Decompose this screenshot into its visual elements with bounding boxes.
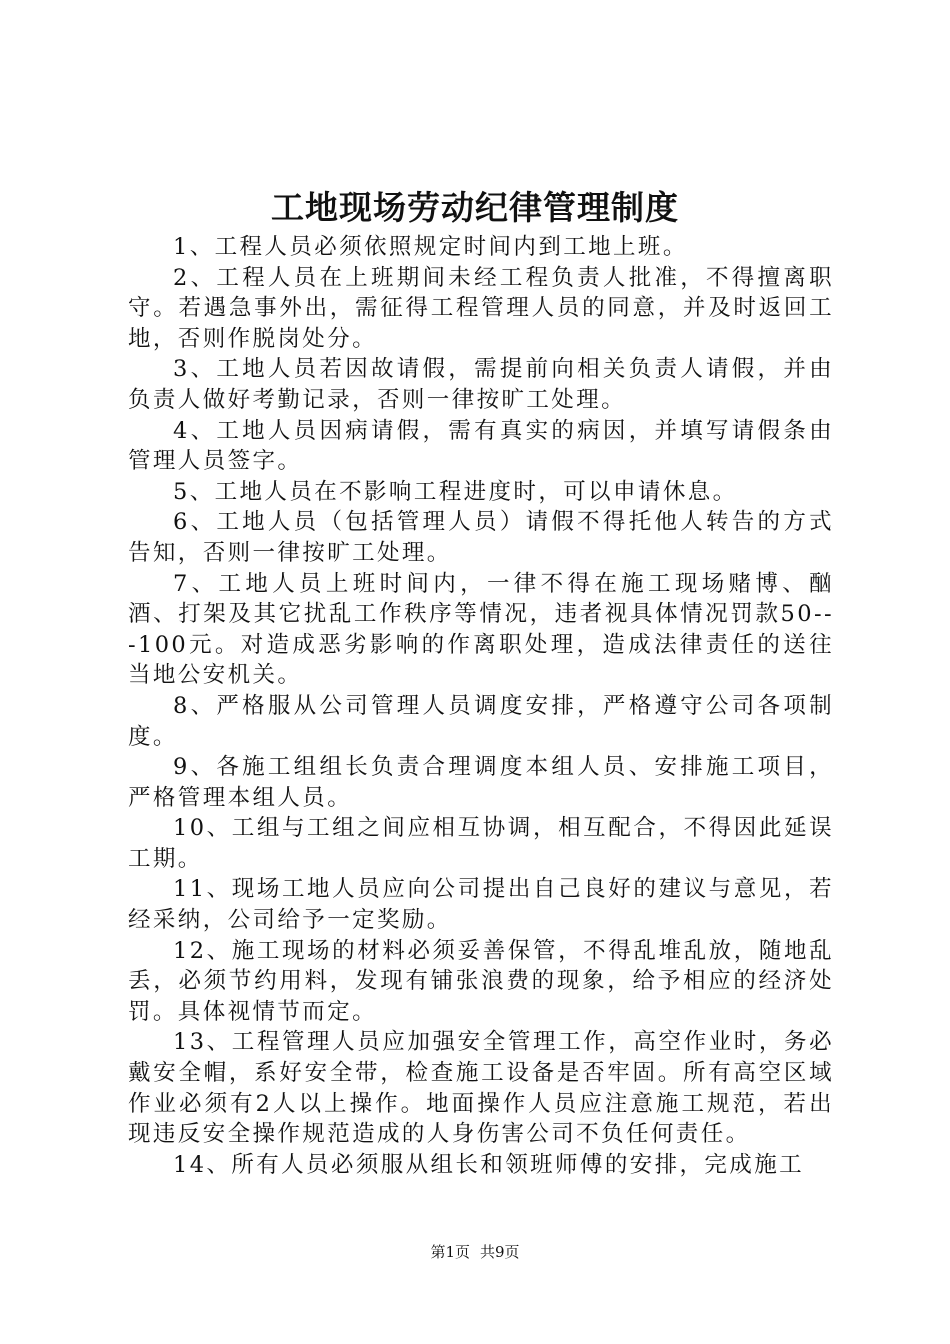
rule-paragraph-9: 9、各施工组组长负责合理调度本组人员、安排施工项目，严格管理本组人员。: [128, 754, 834, 811]
document-title: 工地现场劳动纪律管理制度: [271, 188, 679, 227]
rule-paragraph-12: 12、施工现场的材料必须妥善保管，不得乱堆乱放，随地乱丢，必须节约用料，发现有铺张浪费的现象，给予相应的经济处罚。具体视情节而定。: [128, 937, 834, 1025]
rule-paragraph-3: 3、工地人员若因故请假，需提前向相关负责人请假，并由负责人做好考勤记录，否则一律按旷工处理。: [128, 356, 834, 413]
rule-paragraph-4: 4、工地人员因病请假，需有真实的病因，并填写请假条由管理人员签字。: [128, 417, 834, 475]
rule-paragraph-10: 10、工组与工组之间应相互协调，相互配合，不得因此延误工期。: [128, 815, 834, 872]
rule-paragraph-5: 5、工地人员在不影响工程进度时，可以申请休息。: [173, 478, 738, 505]
rule-paragraph-13: 13、工程管理人员应加强安全管理工作，高空作业时，务必戴安全帽，系好安全带，检查施工设备是否牢固。所有高空区域作业必须有2人以上操作。地面操作人员应注意施工规范，若出现违反安全操作规范造成的人身伤害公司不负任何责任。: [128, 1029, 834, 1148]
rule-paragraph-14: 14、所有人员必须服从组长和领班师傅的安排，完成施工: [173, 1151, 805, 1178]
rule-paragraph-11: 11、现场工地人员应向公司提出自己良好的建议与意见，若经采纳，公司给予一定奖励。: [128, 876, 834, 934]
rule-paragraph-6: 6、工地人员（包括管理人员）请假不得托他人转告的方式告知，否则一律按旷工处理。: [128, 509, 834, 566]
rule-paragraph-1: 1、工程人员必须依照规定时间内到工地上班。: [173, 234, 688, 260]
rule-paragraph-2: 2、工程人员在上班期间未经工程负责人批准，不得擅离职守。若遇急事外出，需征得工程管理人员的同意，并及时返回工地，否则作脱岗处分。: [128, 264, 834, 352]
rule-paragraph-7: 7、工地人员上班时间内，一律不得在施工现场赌博、酗酒、打架及其它扰乱工作秩序等情况，违者视具体情况罚款50---100元。对造成恶劣影响的作离职处理，造成法律责任的送往当地公安机关。: [128, 570, 834, 689]
document-body: [128, 232, 834, 1180]
page-number-current: 第1页: [430, 1243, 470, 1261]
page-number-total: 共9页: [480, 1243, 520, 1261]
page-footer: [0, 1242, 950, 1262]
rule-paragraph-8: 8、严格服从公司管理人员调度安排，严格遵守公司各项制度。: [128, 692, 834, 750]
